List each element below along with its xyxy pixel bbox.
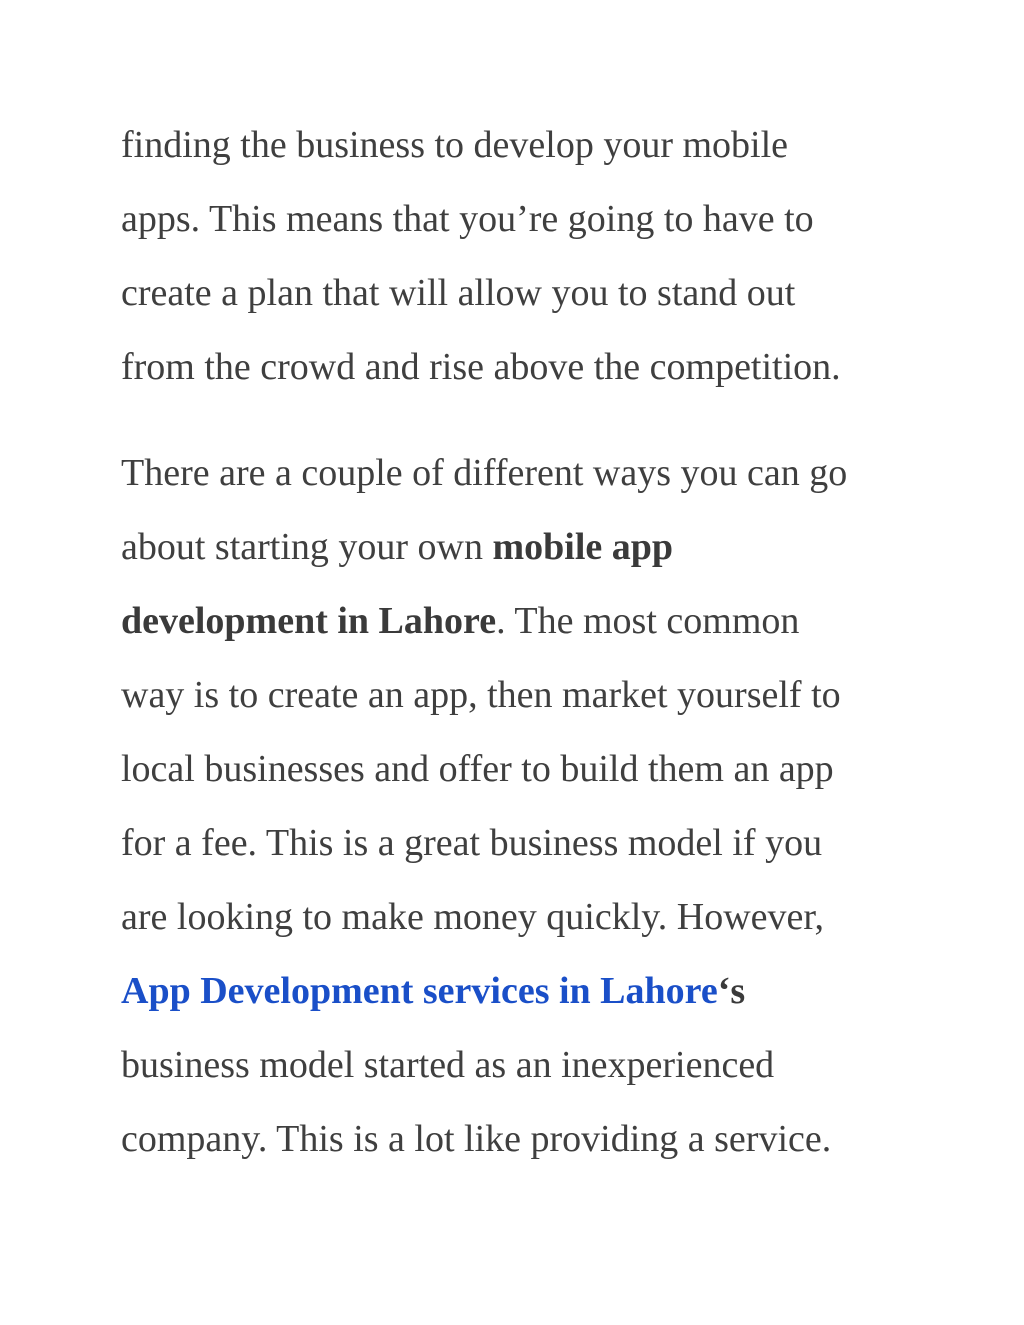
paragraph-2-line-2: [121, 510, 911, 584]
paragraph-1-line-3: create a plan that will allow you to stand out: [121, 272, 796, 314]
paragraph-2-line-3: [121, 584, 911, 658]
bold-phrase-part-2: development in Lahore: [121, 600, 497, 642]
paragraph-2-line-8: [121, 954, 911, 1028]
paragraph-spacer: [121, 404, 911, 436]
paragraph-1: [121, 108, 911, 404]
paragraph-2-line-2-text: about starting your own: [121, 526, 493, 568]
paragraph-2-line-3-tail: . The most common: [496, 600, 800, 642]
paragraph-2-line-5: local businesses and offer to build them an app: [121, 748, 834, 790]
paragraph-1-line-4: from the crowd and rise above the competition.: [121, 346, 841, 388]
paragraph-2-line-9: business model started as an inexperienced: [121, 1044, 775, 1086]
link-suffix: ‘s: [717, 970, 746, 1012]
paragraph-2: [121, 436, 911, 1176]
app-development-link[interactable]: App Development services in Lahore: [121, 970, 718, 1012]
paragraph-2-line-1: There are a couple of different ways you can go: [121, 452, 848, 494]
paragraph-2-line-6: for a fee. This is a great business model if you: [121, 822, 823, 864]
document-page: [121, 108, 911, 1176]
paragraph-2-line-4: way is to create an app, then market yourself to: [121, 674, 841, 716]
paragraph-1-line-2: apps. This means that you’re going to have to: [121, 198, 814, 240]
paragraph-2-line-7: are looking to make money quickly. However,: [121, 896, 825, 938]
paragraph-2-line-10: company. This is a lot like providing a service.: [121, 1118, 832, 1160]
paragraph-1-line-1: finding the business to develop your mobile: [121, 124, 789, 166]
bold-phrase-part-1: mobile app: [492, 526, 674, 568]
